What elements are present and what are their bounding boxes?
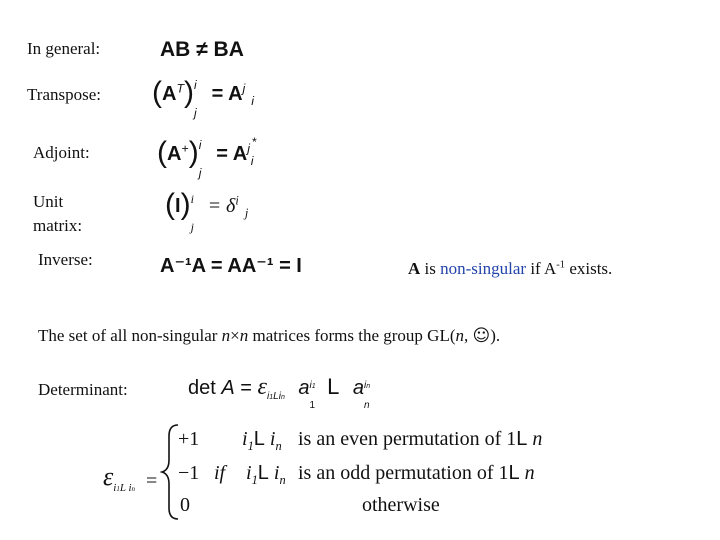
equals-sign: =	[146, 470, 158, 492]
formula-determinant: $\det A = \varepsilon_{i1Lin}$ a i1 1 L a in n	[188, 374, 371, 411]
formula-adjoint: (A+) i j = $A^j$ *$_i$	[157, 135, 257, 180]
label-transpose: Transpose:	[27, 85, 101, 104]
group-sentence: The set of all non-singular n×n matrices forms the group GL(n, ☺).	[38, 326, 501, 346]
case-row-otherwise: 0 otherwise	[180, 494, 440, 516]
label-adjoint: Adjoint:	[33, 143, 90, 162]
case-row-even: +1 $i_1L$ $i_n$ is an even permutation of 1L n	[178, 428, 543, 453]
formula-general: AB ≠ BA	[160, 38, 244, 61]
label-in-general: In general:	[27, 39, 101, 58]
formula-unit-matrix: (I) i j = $\delta^i_j$	[165, 188, 249, 234]
smiley-icon: ☺	[472, 326, 491, 346]
formula-transpose: $(A^T)$ i j = $A^j_i$	[152, 76, 255, 120]
formula-inverse: A⁻¹A = AA⁻¹ = I	[160, 255, 302, 277]
case-row-odd: −1 if $i_1L$ $i_n$ is an odd permutation of 1L n	[178, 462, 535, 487]
label-unit-line2: matrix:	[33, 216, 83, 235]
epsilon-symbol: $\varepsilon_{i1L in}$	[103, 462, 136, 495]
label-determinant: Determinant:	[38, 380, 128, 399]
label-unit-line1: Unit	[33, 192, 64, 211]
nonsingular-note: A is non-singular if $A^{-1}$ exists.	[408, 259, 613, 278]
label-inverse: Inverse:	[38, 250, 93, 269]
